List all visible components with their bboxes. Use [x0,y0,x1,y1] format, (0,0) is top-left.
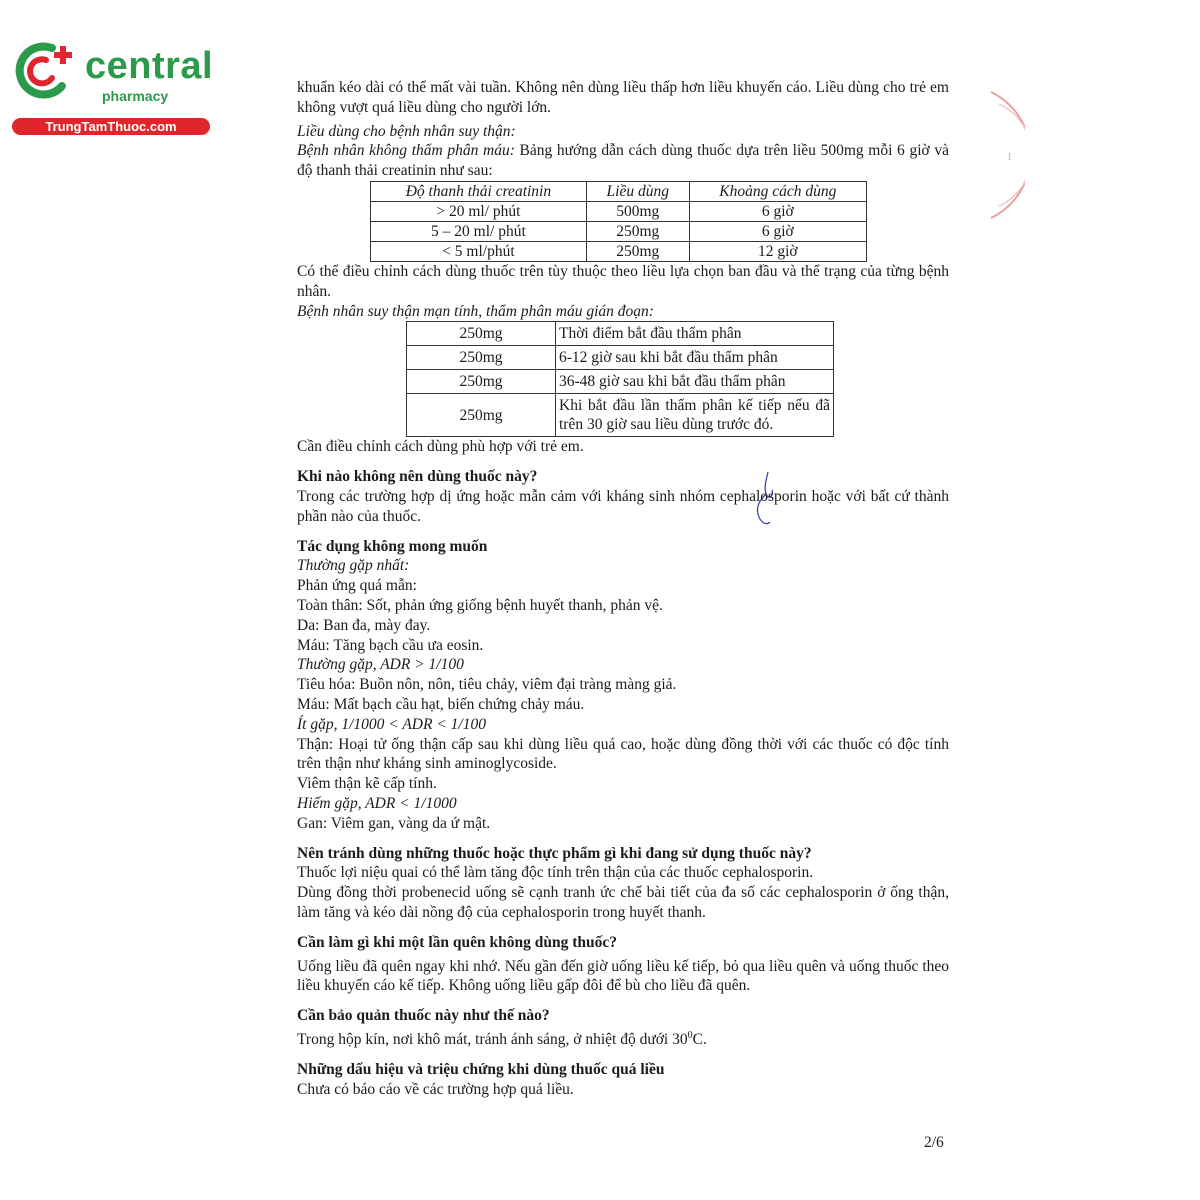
table-cell: 5 – 20 ml/ phút [371,221,587,241]
inline-label: Bệnh nhân không thẩm phân máu: [297,142,515,160]
inline-text: Trong hộp kín, nơi khô mát, tránh ánh sáng, ở nhiệt độ dưới 30 [297,1031,688,1049]
table-cell: 250mg [586,241,689,261]
table-cell: 500mg [586,201,689,221]
section-heading: Những dấu hiệu và triệu chứng khi dùng thuốc quá liều [297,1060,665,1078]
table-cell: 6-12 giờ sau khi bắt đầu thẩm phân [556,346,834,370]
frequency-label: Hiếm gặp, ADR < 1/1000 [297,794,457,812]
table-cell: 12 giờ [689,241,866,261]
table-row [371,241,867,261]
list-item: Máu: Tăng bạch cầu ưa eosin. [297,636,484,654]
paragraph: Có thể điều chỉnh cách dùng thuốc trên tùy thuộc theo liều lựa chọn ban đầu và thể trạng của từng bệnh nhân. [297,262,949,300]
paragraph [297,141,949,181]
section-subheading: Liều dùng cho bệnh nhân suy thận: [297,122,516,140]
table-row [371,201,867,221]
table-cell: 36-48 giờ sau khi bắt đầu thẩm phân [556,370,834,394]
table-cell: < 5 ml/phút [371,241,587,261]
renal-dosage-table [370,181,867,262]
list-item: Gan: Viêm gan, vàng da ứ mật. [297,814,491,832]
table-header: Liều dùng [586,181,689,201]
table-cell: 250mg [407,322,556,346]
table-row [407,322,834,346]
inline-text: Bảng hướng dẫn cách dùng thuốc dựa trên liều 500mg mỗi 6 giờ và độ thanh thải creatinin như sau: [297,142,949,180]
section-heading: Khi nào không nên dùng thuốc này? [297,468,538,486]
list-item: Viêm thận kẽ cấp tính. [297,775,437,793]
list-item: Tiêu hóa: Buồn nôn, nôn, tiêu chảy, viêm đại tràng màng giả. [297,676,677,694]
paragraph: Trong các trường hợp dị ứng hoặc mẫn cảm với kháng sinh nhóm cephalosporin hoặc với bất cứ thành phần nào của thuốc. [297,487,949,525]
table-row [407,346,834,370]
paragraph: Dùng đồng thời probenecid uống sẽ cạnh tranh ức chế bài tiết của đa số các cephalosporin ở ống thận, làm tăng và kéo dài nồng độ của cephalosporin trong huyết thanh. [297,884,949,921]
table-header: Khoảng cách dùng [689,181,866,201]
section-heading: Nên tránh dùng những thuốc hoặc thực phẩm gì khi đang sử dụng thuốc này? [297,844,812,862]
table-row [371,221,867,241]
table-cell: 250mg [407,370,556,394]
paragraph: Thuốc lợi niệu quai có thể làm tăng độc tính trên thận của các thuốc cephalosporin. [297,864,814,882]
stamp-fragment-icon [985,90,1025,220]
table-cell: > 20 ml/ phút [371,201,587,221]
central-pharmacy-logo-icon [12,38,78,104]
brand-logo [12,38,217,138]
brand-name: central [85,45,214,87]
paragraph: Cần điều chỉnh cách dùng phù hợp với trẻ em. [297,438,584,456]
table-cell: 250mg [586,221,689,241]
paragraph: khuẩn kéo dài có thể mất vài tuần. Không nên dùng liều thấp hơn liều khuyến cáo. Liều dùng cho trẻ em không vượt quá liều dùng cho người lớn. [297,79,949,116]
table-cell: 250mg [407,346,556,370]
inline-text: C. [692,1031,707,1049]
list-item: Thận: Hoại tử ống thận cấp sau khi dùng liều quá cao, hoặc dùng đồng thời với các thuốc có độc tính trên thận như kháng sinh aminoglycoside. [297,735,949,773]
frequency-label: Thường gặp nhất: [297,557,410,575]
brand-site[interactable]: TrungTamThuoc.com [12,118,210,135]
table-cell: 250mg [407,394,556,437]
table-row [407,394,834,437]
list-item: Phản ứng quá mẫn: [297,577,417,595]
section-heading: Cần làm gì khi một lần quên không dùng thuốc? [297,933,618,951]
table-row [407,370,834,394]
table-cell: Khi bắt đầu lần thẩm phân kế tiếp nếu đã trên 30 giờ sau liều dùng trước đó. [556,394,834,437]
page-number: 2/6 [924,1134,944,1151]
list-item: Da: Ban đa, mày đay. [297,616,431,634]
table-header: Độ thanh thải creatinin [371,181,587,201]
svg-text:1: 1 [1007,152,1012,163]
paragraph [297,1026,949,1050]
degree-sup: 0 [687,1029,693,1041]
list-item: Máu: Mất bạch cầu hạt, biến chứng chảy máu. [297,695,585,713]
section-heading: Tác dụng không mong muốn [297,537,488,555]
dialysis-dosage-table [406,321,834,437]
frequency-label: Thường gặp, ADR > 1/100 [297,656,464,674]
table-cell: 6 giờ [689,201,866,221]
paragraph: Uống liều đã quên ngay khi nhớ. Nếu gần đến giờ uống liều kế tiếp, bỏ qua liều quên và uống thuốc theo liều khuyến cáo kế tiếp. Không uống liều gấp đôi để bù cho liều đã quên. [297,957,949,995]
list-item: Toàn thân: Sốt, phản ứng giống bệnh huyết thanh, phản vệ. [297,596,663,614]
frequency-label: Ít gặp, 1/1000 < ADR < 1/100 [297,715,486,733]
section-subheading: Bệnh nhân suy thận mạn tính, thẩm phân máu gián đoạn: [297,302,654,320]
paragraph: Chưa có báo cáo về các trường hợp quá liều. [297,1080,574,1098]
table-cell: Thời điểm bắt đầu thẩm phân [556,322,834,346]
table-cell: 6 giờ [689,221,866,241]
brand-sub: pharmacy [102,88,169,104]
section-heading: Cần bảo quản thuốc này như thế nào? [297,1007,550,1025]
document-body [297,78,949,1099]
